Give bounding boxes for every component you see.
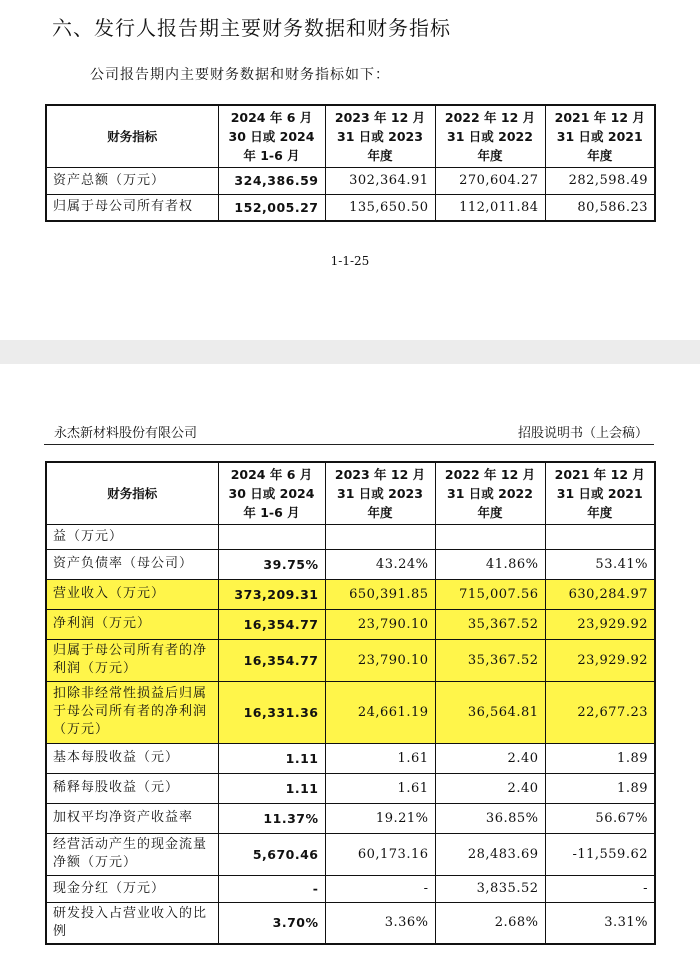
cell-2024: 3.70% xyxy=(218,902,325,944)
table-row-highlighted xyxy=(46,681,655,743)
table-row xyxy=(46,743,655,773)
cell-2024: 1.11 xyxy=(218,743,325,773)
cell-2023: 23,790.10 xyxy=(325,639,435,681)
row-label: 现金分红（万元） xyxy=(46,875,218,902)
col-header-2023: 2023 年 12 月 31 日或 2023 年度 xyxy=(325,105,435,167)
page-2 xyxy=(0,364,700,957)
cell-2023: 1.61 xyxy=(325,743,435,773)
table-row-highlighted xyxy=(46,609,655,639)
table-row xyxy=(46,773,655,803)
page-number: 1-1-25 xyxy=(330,254,370,268)
row-label: 归属于母公司所有者的净利润（万元） xyxy=(46,639,218,681)
col-header-2021: 2021 年 12 月 31 日或 2021 年度 xyxy=(545,105,655,167)
row-label: 研发投入占营业收入的比例 xyxy=(46,902,218,944)
col-header-2022: 2022 年 12 月 31 日或 2022 年度 xyxy=(435,462,545,524)
cell-2023: 19.21% xyxy=(325,803,435,833)
cell-2021: -11,559.62 xyxy=(545,833,655,875)
cell-2022: 2.40 xyxy=(435,773,545,803)
row-label: 稀释每股收益（元） xyxy=(46,773,218,803)
page-1 xyxy=(0,0,700,340)
cell-2021: 3.31% xyxy=(545,902,655,944)
company-name: 永杰新材料股份有限公司 xyxy=(54,426,198,441)
cell-2024: 152,005.27 xyxy=(218,194,325,221)
cell-2022: 36,564.81 xyxy=(435,681,545,743)
financial-table-part-2 xyxy=(45,461,656,945)
cell-2021: 630,284.97 xyxy=(545,579,655,609)
cell-2024: 39.75% xyxy=(218,549,325,579)
cell-2021: 282,598.49 xyxy=(545,167,655,194)
cell-2022: 270,604.27 xyxy=(435,167,545,194)
page-separator xyxy=(0,340,700,364)
cell-2022 xyxy=(435,524,545,549)
table-row xyxy=(46,167,655,194)
cell-2021: - xyxy=(545,875,655,902)
cell-2024 xyxy=(218,524,325,549)
col-header-2023: 2023 年 12 月 31 日或 2023 年度 xyxy=(325,462,435,524)
cell-2021: 1.89 xyxy=(545,773,655,803)
cell-2023: 43.24% xyxy=(325,549,435,579)
row-label: 净利润（万元） xyxy=(46,609,218,639)
cell-2024: - xyxy=(218,875,325,902)
cell-2024: 373,209.31 xyxy=(218,579,325,609)
cell-2021 xyxy=(545,524,655,549)
cell-2022: 715,007.56 xyxy=(435,579,545,609)
col-header-metric: 财务指标 xyxy=(46,462,218,524)
table-header-row xyxy=(46,105,655,167)
document-name: 招股说明书（上会稿） xyxy=(517,426,648,441)
cell-2023: 23,790.10 xyxy=(325,609,435,639)
cell-2024: 324,386.59 xyxy=(218,167,325,194)
cell-2021: 23,929.92 xyxy=(545,609,655,639)
cell-2023: - xyxy=(325,875,435,902)
row-label: 归属于母公司所有者权 xyxy=(46,194,218,221)
cell-2023: 60,173.16 xyxy=(325,833,435,875)
cell-2022: 112,011.84 xyxy=(435,194,545,221)
cell-2021: 53.41% xyxy=(545,549,655,579)
row-label: 加权平均净资产收益率 xyxy=(46,803,218,833)
cell-2022: 2.68% xyxy=(435,902,545,944)
cell-2021: 23,929.92 xyxy=(545,639,655,681)
col-header-2024: 2024 年 6 月 30 日或 2024 年 1-6 月 xyxy=(218,462,325,524)
table-row xyxy=(46,524,655,549)
cell-2021: 1.89 xyxy=(545,743,655,773)
header-divider xyxy=(44,444,654,445)
table-row xyxy=(46,902,655,944)
table-row xyxy=(46,875,655,902)
financial-table-part-1 xyxy=(45,104,656,222)
cell-2022: 41.86% xyxy=(435,549,545,579)
cell-2023: 24,661.19 xyxy=(325,681,435,743)
cell-2022: 35,367.52 xyxy=(435,609,545,639)
row-label: 益（万元） xyxy=(46,524,218,549)
cell-2023 xyxy=(325,524,435,549)
row-label: 经营活动产生的现金流量净额（万元） xyxy=(46,833,218,875)
col-header-2022: 2022 年 12 月 31 日或 2022 年度 xyxy=(435,105,545,167)
cell-2023: 650,391.85 xyxy=(325,579,435,609)
cell-2022: 36.85% xyxy=(435,803,545,833)
cell-2024: 16,354.77 xyxy=(218,639,325,681)
cell-2024: 16,331.36 xyxy=(218,681,325,743)
cell-2024: 16,354.77 xyxy=(218,609,325,639)
table-row-highlighted xyxy=(46,579,655,609)
cell-2022: 3,835.52 xyxy=(435,875,545,902)
cell-2021: 22,677.23 xyxy=(545,681,655,743)
cell-2023: 302,364.91 xyxy=(325,167,435,194)
table-row xyxy=(46,549,655,579)
row-label: 扣除非经常性损益后归属于母公司所有者的净利润（万元） xyxy=(46,681,218,743)
cell-2021: 56.67% xyxy=(545,803,655,833)
cell-2023: 135,650.50 xyxy=(325,194,435,221)
cell-2024: 11.37% xyxy=(218,803,325,833)
section-title: 六、发行人报告期主要财务数据和财务指标 xyxy=(52,16,451,40)
cell-2023: 3.36% xyxy=(325,902,435,944)
cell-2021: 80,586.23 xyxy=(545,194,655,221)
col-header-2024: 2024 年 6 月 30 日或 2024 年 1-6 月 xyxy=(218,105,325,167)
cell-2023: 1.61 xyxy=(325,773,435,803)
row-label: 营业收入（万元） xyxy=(46,579,218,609)
col-header-metric: 财务指标 xyxy=(46,105,218,167)
table-row xyxy=(46,194,655,221)
cell-2024: 1.11 xyxy=(218,773,325,803)
intro-text: 公司报告期内主要财务数据和财务指标如下： xyxy=(90,67,390,83)
row-label: 资产总额（万元） xyxy=(46,167,218,194)
col-header-2021: 2021 年 12 月 31 日或 2021 年度 xyxy=(545,462,655,524)
cell-2022: 2.40 xyxy=(435,743,545,773)
cell-2024: 5,670.46 xyxy=(218,833,325,875)
table-header-row xyxy=(46,462,655,524)
row-label: 资产负债率（母公司） xyxy=(46,549,218,579)
cell-2022: 28,483.69 xyxy=(435,833,545,875)
table-row-highlighted xyxy=(46,639,655,681)
table-row xyxy=(46,833,655,875)
row-label: 基本每股收益（元） xyxy=(46,743,218,773)
table-row xyxy=(46,803,655,833)
cell-2022: 35,367.52 xyxy=(435,639,545,681)
